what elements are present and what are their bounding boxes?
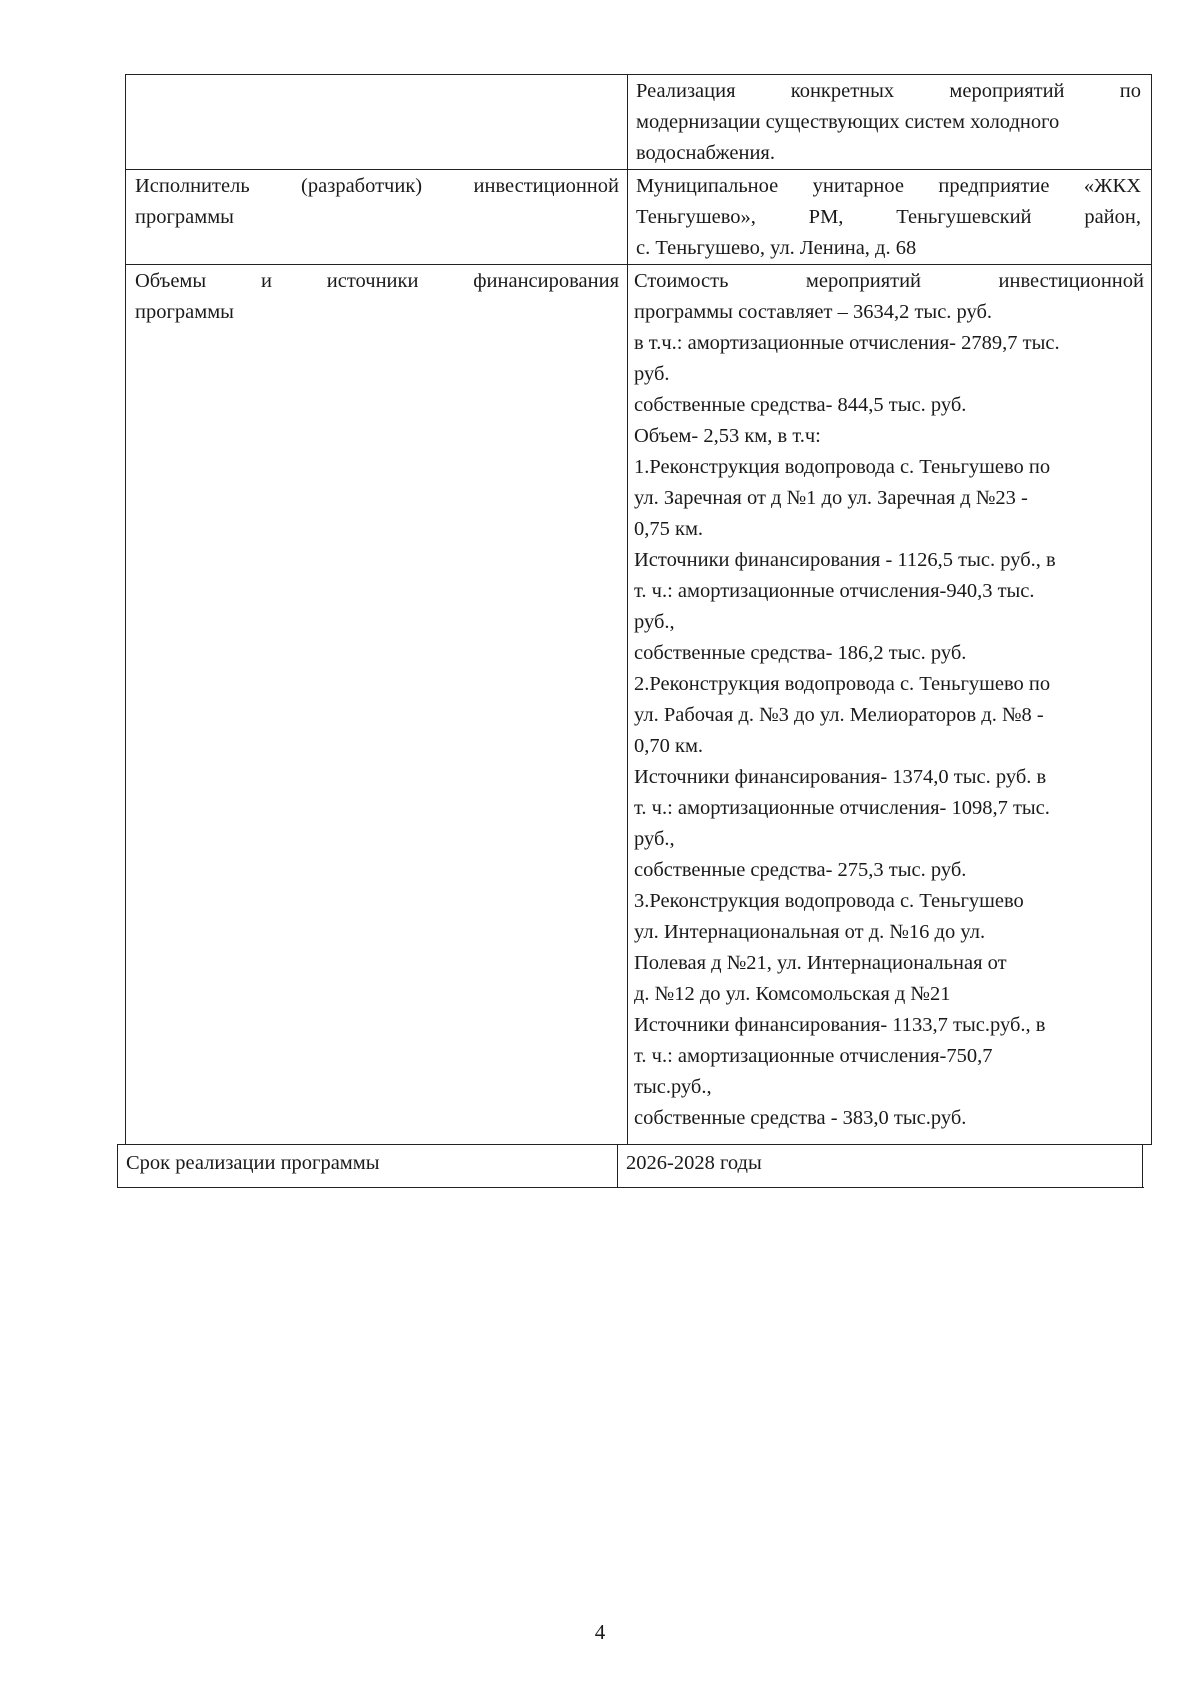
text-line: руб., [634, 611, 675, 633]
text-line: Источники финансирования - 1126,5 тыс. руб., в [634, 549, 1056, 571]
text-line: собственные средства- 186,2 тыс. руб. [634, 642, 967, 664]
text-line: собственные средства- 844,5 тыс. руб. [634, 394, 967, 416]
text-line: тыс.руб., [634, 1076, 712, 1098]
text-line: 0,75 км. [634, 518, 704, 540]
text-line: программы [135, 301, 234, 323]
text-line: т. ч.: амортизационные отчисления-940,3 тыс. [634, 580, 1035, 602]
row-2-value [636, 171, 1141, 264]
text-line: Муниципальное унитарное предприятие «ЖКХ [636, 175, 1141, 197]
text-line: т. ч.: амортизационные отчисления- 1098,7 тыс. [634, 797, 1050, 819]
text-line: д. №12 до ул. Комсомольская д №21 [634, 983, 951, 1005]
text-line: т. ч.: амортизационные отчисления-750,7 [634, 1045, 993, 1067]
text-line: Стоимость мероприятий инвестиционной [634, 270, 1144, 292]
row-separator [125, 264, 1152, 265]
row-2-label [135, 171, 619, 233]
text-line: 2.Реконструкция водопровода с. Теньгушево по [634, 673, 1051, 695]
page-number: 4 [594, 1620, 606, 1644]
text-line: программы составляет – 3634,2 тыс. руб. [634, 301, 993, 323]
text-line: Исполнитель (разработчик) инвестиционной [135, 175, 619, 197]
text-line: программы [135, 206, 234, 228]
text-line: ул. Интернациональная от д. №16 до ул. [634, 921, 986, 943]
text-line: 1.Реконструкция водопровода с. Теньгушево по [634, 456, 1051, 478]
text-line: Объем- 2,53 км, в т.ч: [634, 425, 821, 447]
text-line: руб. [634, 363, 670, 385]
text-line: собственные средства - 383,0 тыс.руб. [634, 1107, 967, 1129]
text-line: Реализация конкретных мероприятий по [636, 80, 1141, 102]
row-separator [125, 169, 1152, 170]
text-line: Объемы и источники финансирования [135, 270, 619, 292]
text-line: Источники финансирования- 1133,7 тыс.руб., в [634, 1014, 1046, 1036]
text-line: Полевая д №21, ул. Интернациональная от [634, 952, 1007, 974]
text-line: 3.Реконструкция водопровода с. Теньгушево [634, 890, 1024, 912]
row-1-value [636, 76, 1141, 169]
text-line: Источники финансирования- 1374,0 тыс. руб. в [634, 766, 1047, 788]
text-line: Срок реализации программы [126, 1152, 380, 1174]
text-line: ул. Рабочая д. №3 до ул. Мелиораторов д. №8 - [634, 704, 1044, 726]
text-line: 2026-2028 годы [626, 1152, 762, 1174]
row-3-value [634, 266, 1144, 1134]
text-line: собственные средства- 275,3 тыс. руб. [634, 859, 967, 881]
row-4-value [626, 1148, 1136, 1179]
text-line: 0,70 км. [634, 735, 704, 757]
text-line: руб., [634, 828, 675, 850]
text-line: модернизации существующих систем холодного [636, 111, 1060, 133]
text-line: в т.ч.: амортизационные отчисления- 2789,7 тыс. [634, 332, 1060, 354]
row-3-label [135, 266, 619, 328]
column-divider [627, 74, 628, 1144]
row-4-label [126, 1148, 610, 1179]
text-line: водоснабжения. [636, 142, 775, 164]
text-line: с. Теньгушево, ул. Ленина, д. 68 [636, 237, 917, 259]
text-line: Теньгушево», РМ, Теньгушевский район, [636, 206, 1141, 228]
text-line: ул. Заречная от д №1 до ул. Заречная д №23 - [634, 487, 1028, 509]
